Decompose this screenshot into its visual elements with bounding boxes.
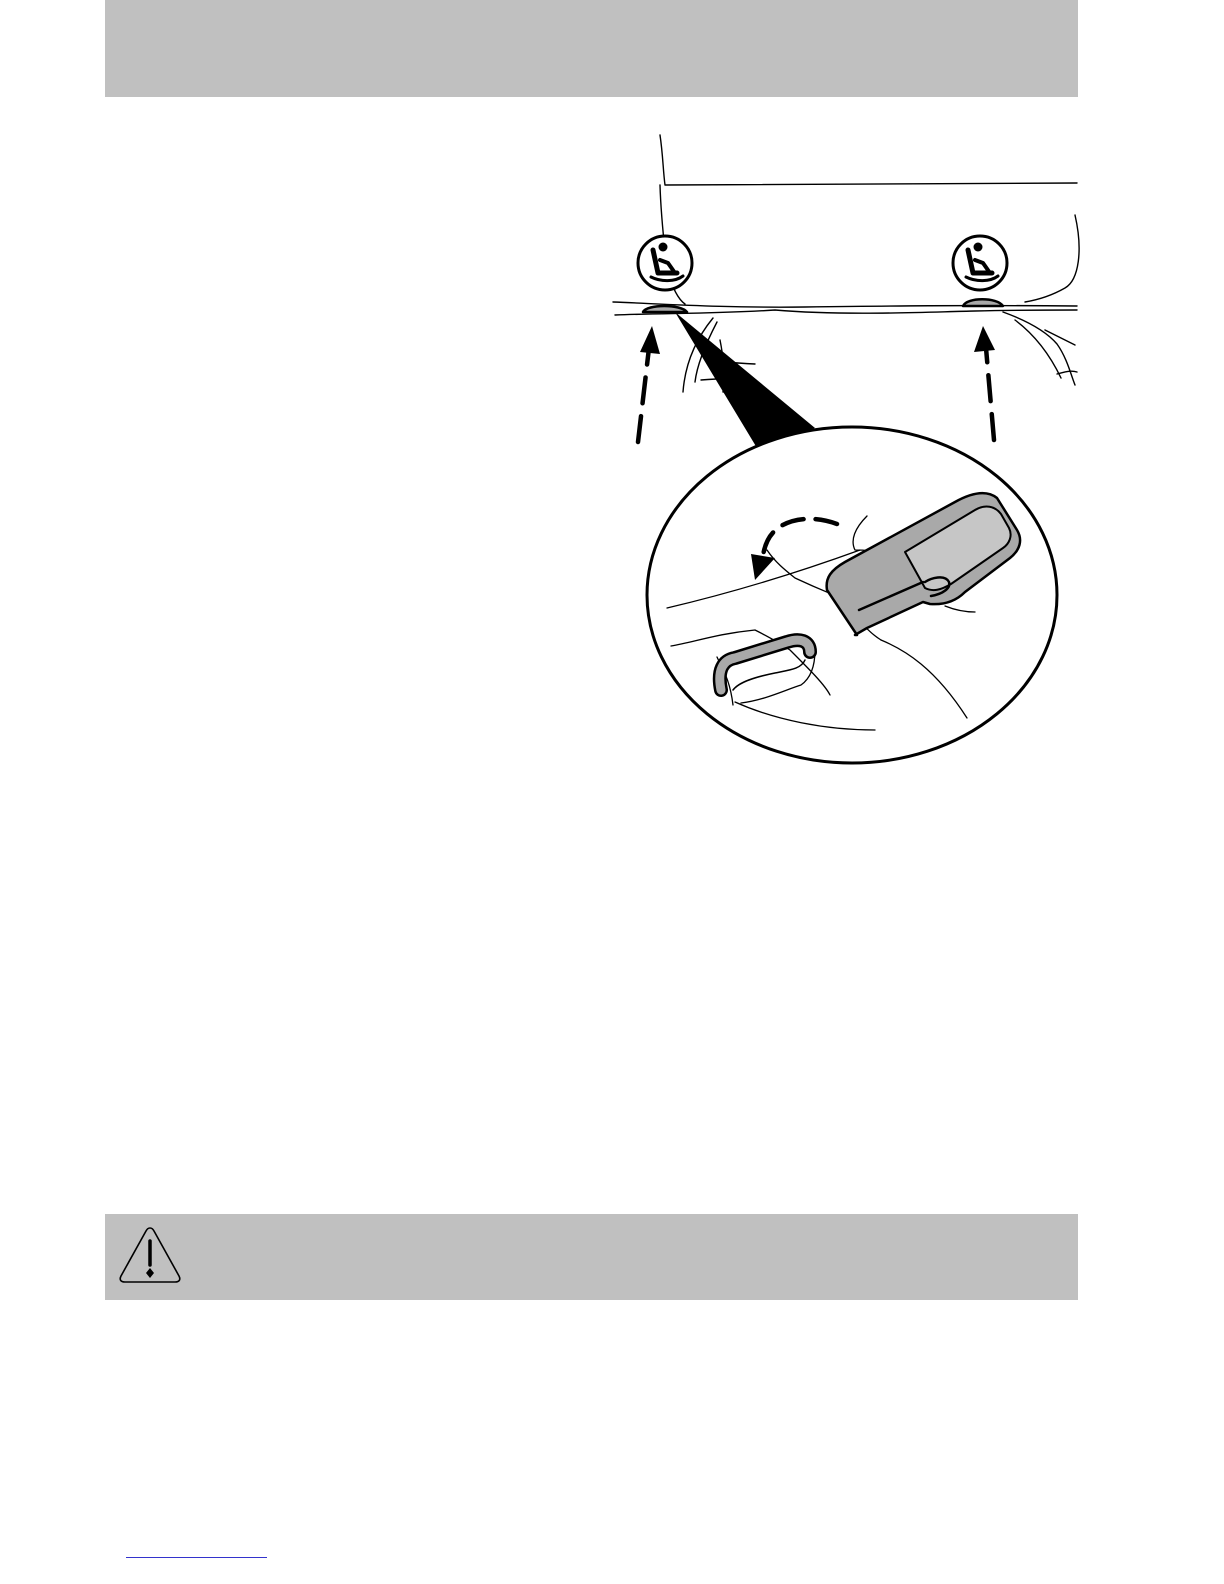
seat-back	[660, 135, 1079, 304]
child-seat-anchor-illustration	[605, 130, 1085, 770]
page-header-band	[105, 0, 1078, 97]
child-seat-symbol-icon	[953, 236, 1007, 290]
arrow-up-icon	[638, 326, 660, 442]
seat-cushion	[613, 302, 1077, 392]
lower-anchor-slot	[963, 299, 1003, 306]
footer-link-underline[interactable]	[126, 1557, 267, 1558]
child-seat-symbol-icon	[638, 236, 692, 290]
callout-pointer	[675, 312, 815, 448]
warning-band	[105, 1214, 1078, 1300]
warning-triangle-icon	[117, 1224, 183, 1286]
arrow-up-icon	[974, 326, 995, 440]
lower-anchor-slot	[643, 306, 687, 312]
